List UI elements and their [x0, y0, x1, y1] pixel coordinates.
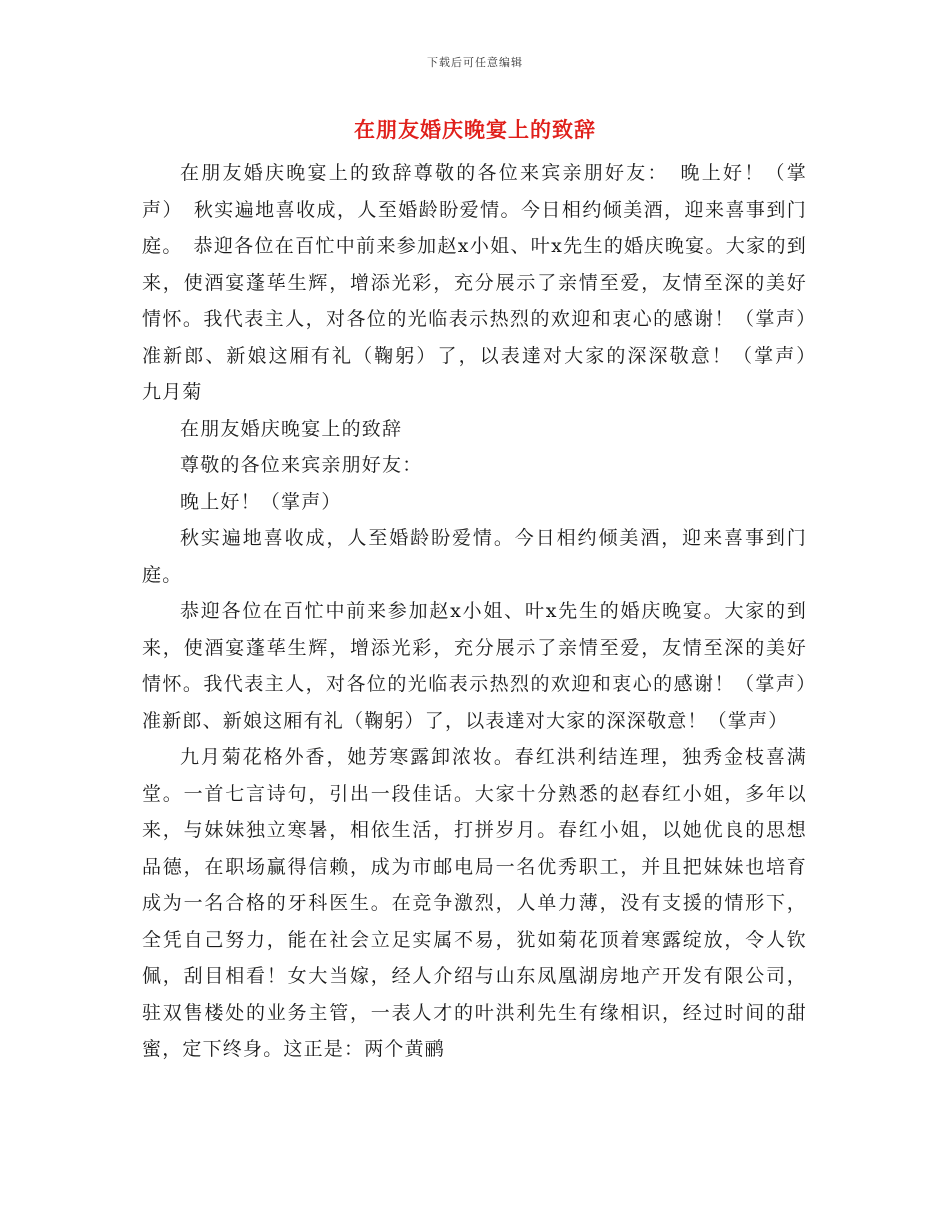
- header-note: 下载后可任意编辑: [427, 56, 523, 69]
- document-body: [142, 155, 828, 1068]
- paragraph: 恭迎各位在百忙中前来参加赵x小姐、叶x先生的婚庆晚宴。大家的到来，使酒宴蓬荜生辉，增添光彩，充分展示了亲情至爱，友情至深的美好情怀。我代表主人，对各位的光临表示热烈的欢迎和衷心的感谢！（掌声）准新郎、新娘这厢有礼（鞠躬）了，以表達对大家的深深敬意！（掌声）: [142, 600, 807, 732]
- paragraph: 在朋友婚庆晚宴上的致辞尊敬的各位来宾亲朋好友： 晚上好！（掌声） 秋实遍地喜收成，人至婚龄盼爱情。今日相约倾美酒，迎来喜事到门庭。 恭迎各位在百忙中前来参加赵x小姐、叶x先生的婚庆晚宴。大家的到来，使酒宴蓬荜生辉，增添光彩，充分展示了亲情至爱，友情至深的美好情怀。我代表主人，对各位的光临表示热烈的欢迎和衷心的感谢！（掌声）准新郎、新娘这厢有礼（鞠躬）了，以表達对大家的深深敬意！（掌声） 九月菊: [142, 162, 828, 403]
- paragraph: 秋实遍地喜收成，人至婚龄盼爱情。今日相约倾美酒，迎来喜事到门庭。: [142, 527, 807, 586]
- paragraph: 尊敬的各位来宾亲朋好友：: [180, 454, 423, 476]
- document-title: 在朋友婚庆晚宴上的致辞: [354, 117, 596, 142]
- paragraph: 在朋友婚庆晚宴上的致辞: [180, 417, 403, 440]
- paragraph: 晚上好！（掌声）: [180, 490, 342, 513]
- paragraph: 九月菊花格外香，她芳寒露卸浓妆。春红洪利结连理，独秀金枝喜满堂。一首七言诗句，引出一段佳话。大家十分熟悉的赵春红小姐，多年以来，与妹妹独立寒暑，相依生活，打拼岁月。春红小姐，以她优良的思想品德，在职场赢得信赖，成为市邮电局一名优秀职工，并且把妹妹也培育成为一名合格的牙科医生。在竞争激烈，人单力薄，没有支援的情形下，全凭自己努力，能在社会立足实属不易，犹如菊花顶着寒露绽放，令人钦佩，刮目相看！女大当嫁，经人介绍与山东凤凰湖房地产开发有限公司，驻双售楼处的业务主管，一表人才的叶洪利先生有缘相识，经过时间的甜蜜，定下终身。这正是：两个黄鹂: [142, 746, 807, 1060]
